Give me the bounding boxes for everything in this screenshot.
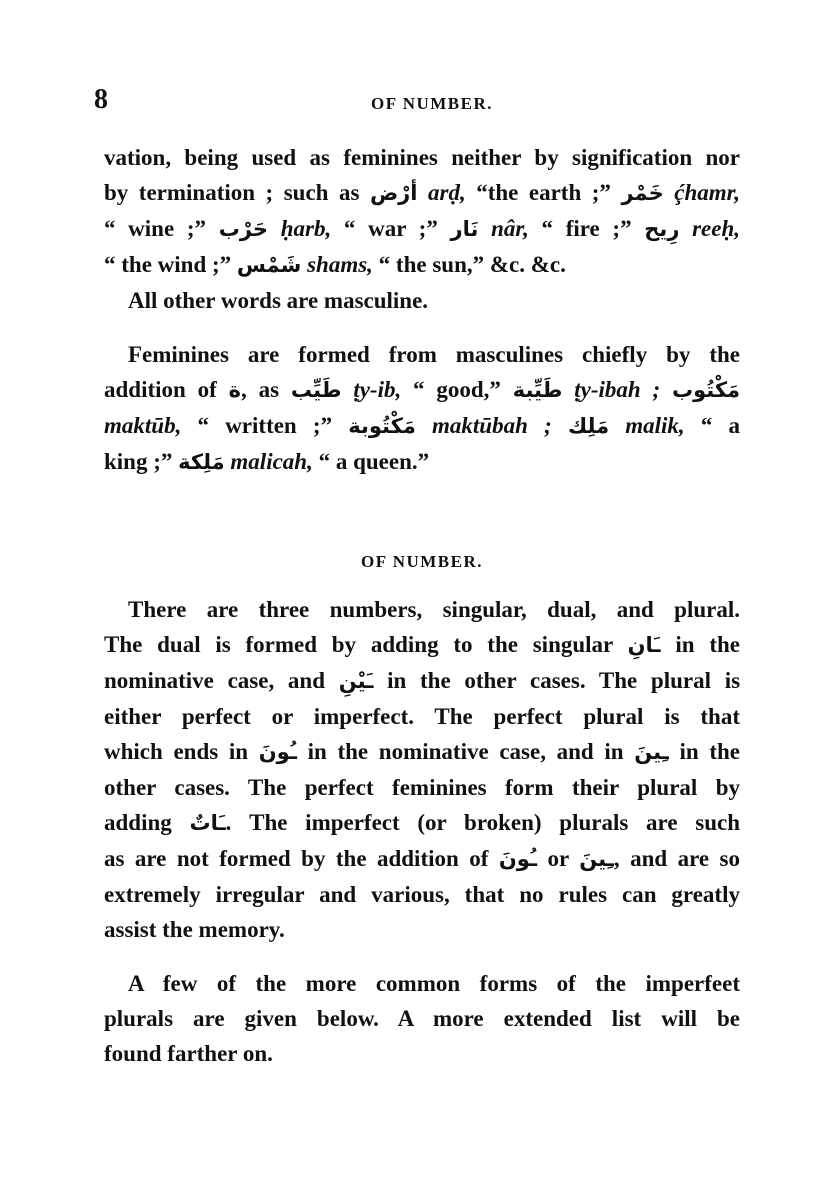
transliteration: ḉhamr,	[674, 180, 741, 205]
text-line: which ends in ـُونَ in the nominative case, and in ـِينَ in the	[104, 739, 740, 764]
text-line: A few of the more common forms of the imperfeet	[128, 971, 740, 996]
text-line: maktūb, “ written ;” مَكْتُوبة maktūbah ; مَلِك malik, “ a	[104, 413, 741, 438]
transliteration: ṭy-ib,	[353, 377, 402, 402]
arabic-word: مَلِك	[567, 414, 610, 438]
text-line: as are not formed by the addition of ـُونَ or ـِينَ, and are so	[104, 846, 741, 871]
arabic-suffix: ـِينَ	[634, 740, 669, 764]
arabic-suffix: ـَيْنِ	[338, 669, 374, 693]
running-head: OF NUMBER.	[370, 94, 494, 113]
paragraph-numbers	[104, 592, 740, 947]
arabic-word: مَكْتُوب	[672, 378, 741, 402]
paragraph-feminine-nouns	[104, 140, 740, 318]
page-number: 8	[94, 84, 108, 115]
arabic-word: مَلِكة	[178, 450, 225, 474]
text-line: assist the memory.	[104, 917, 285, 942]
arabic-word: نَار	[450, 217, 479, 241]
arabic-suffix: ـِينَ	[579, 847, 614, 871]
arabic-word: خَمْر	[621, 181, 664, 205]
text-line: “ the wind ;” شَمْس shams, “ the sun,” &c. &c.	[104, 252, 566, 277]
arabic-suffix: ـَاتٌ	[189, 811, 226, 835]
transliteration: maktūbah ;	[432, 413, 552, 438]
transliteration: reeḥ,	[692, 216, 741, 241]
transliteration: shams,	[307, 252, 373, 277]
paragraph-masculine: All other words are masculine.	[128, 288, 429, 313]
text-line: by termination ; such as أرْض arḍ, “the earth ;” خَمْر ḉhamr,	[104, 180, 741, 205]
arabic-word: شَمْس	[236, 253, 302, 277]
arabic-word: أرْض	[369, 181, 418, 205]
arabic-suffix: ـُونَ	[498, 847, 538, 871]
paragraph-imperfect-plurals	[104, 966, 740, 1071]
text-line: “ wine ;” حَرْب ḥarb, “ war ;” نَار nâr, “ fire ;” رِيح reeḥ,	[104, 216, 741, 241]
arabic-word: مَكْتُوبة	[348, 414, 416, 438]
transliteration: malik,	[625, 413, 685, 438]
transliteration: ḥarb,	[280, 216, 332, 241]
arabic-letter: ة	[228, 378, 242, 402]
arabic-word: رِيح	[644, 217, 680, 241]
arabic-word: طَيِّب	[290, 378, 342, 402]
text-line: The dual is formed by adding to the singular ـَانِ in the	[104, 632, 741, 657]
transliteration: arḍ,	[428, 180, 466, 205]
paragraph-feminine-formation	[104, 337, 740, 480]
text-line: either perfect or imperfect. The perfect plural is that	[104, 704, 740, 729]
transliteration: nâr,	[491, 216, 529, 241]
text-line: king ;” مَلِكة malicah, “ a queen.”	[104, 449, 430, 474]
text-line: found farther on.	[104, 1041, 273, 1066]
text-line: Feminines are formed from masculines chiefly by the	[128, 342, 740, 367]
text-line: nominative case, and ـَيْنِ in the other cases. The plural is	[104, 668, 741, 693]
text-line: adding ـَاتٌ. The imperfect (or broken) plurals are such	[104, 810, 740, 835]
arabic-suffix: ـَانِ	[627, 633, 661, 657]
transliteration: malicah,	[230, 449, 313, 474]
text-line: plurals are given below. A more extended list will be	[104, 1006, 740, 1031]
transliteration: maktūb,	[104, 413, 182, 438]
text-line: vation, being used as feminines neither by signification nor	[104, 145, 740, 170]
arabic-word: طَيِّبة	[512, 378, 563, 402]
text-line: other cases. The perfect feminines form their plural by	[104, 775, 740, 800]
page-header	[92, 84, 742, 124]
arabic-suffix: ـُونَ	[258, 740, 297, 764]
text-line: extremely irregular and various, that no rules can greatly	[104, 882, 740, 907]
transliteration: ṭy-ibah ;	[574, 377, 661, 402]
section-heading: OF NUMBER.	[360, 552, 484, 571]
text-line: There are three numbers, singular, dual, and plural.	[128, 597, 740, 622]
arabic-word: حَرْب	[218, 217, 269, 241]
text-line: addition of ة, as طَيِّب ṭy-ib, “ good,” طَيِّبة ṭy-ibah ; مَكْتُوب	[104, 377, 741, 402]
